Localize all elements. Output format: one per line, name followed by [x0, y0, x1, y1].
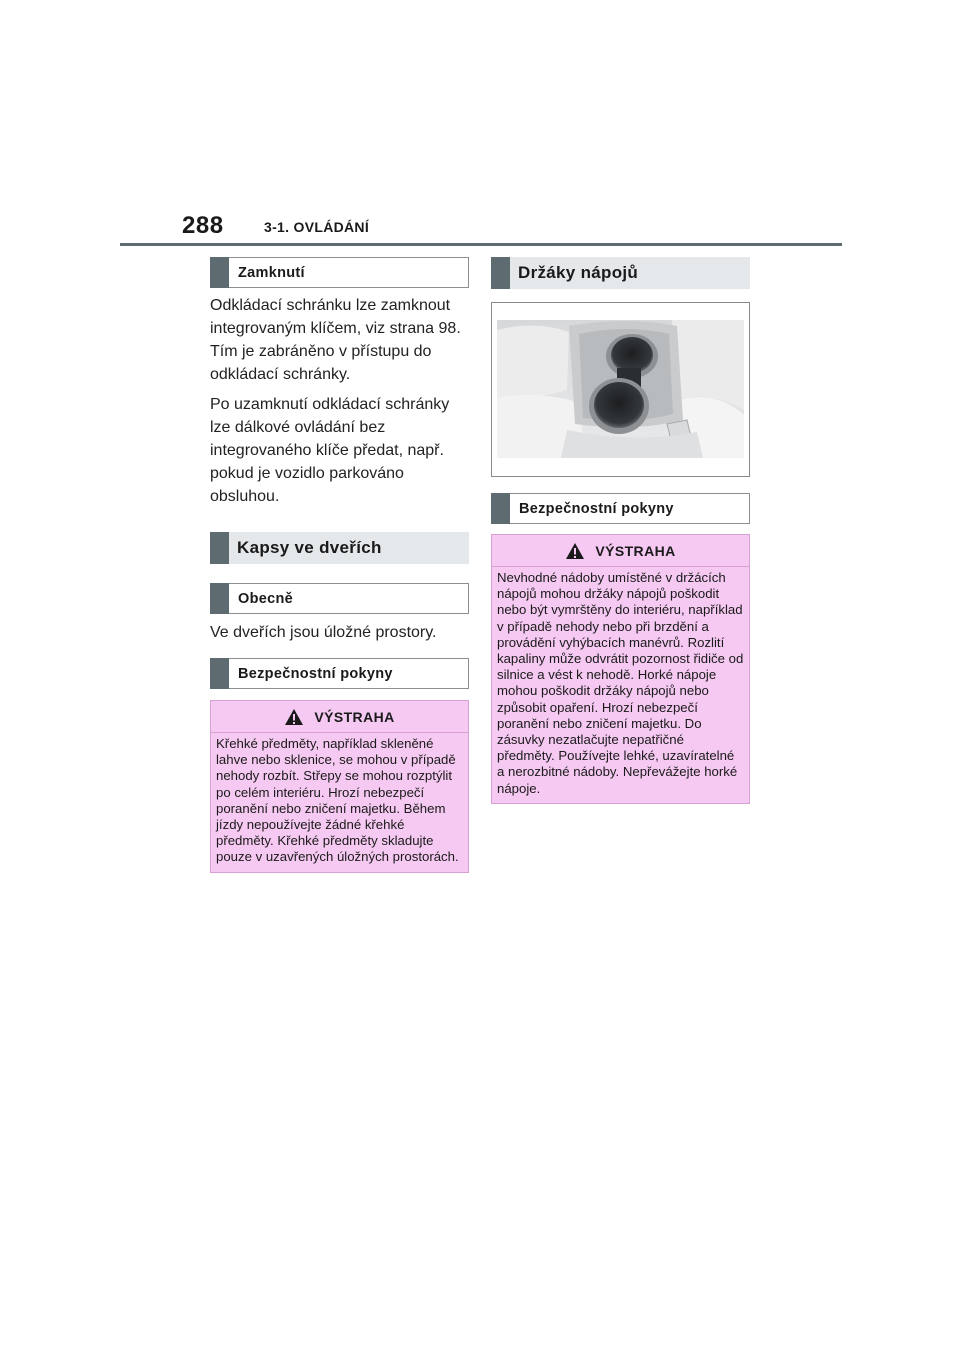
- warning-title: VÝSTRAHA: [314, 708, 395, 725]
- heading-drzaky-napoju: [491, 257, 750, 289]
- warning-text: Křehké předměty, například skleněné lahve nebo sklenice, se mohou v případě nehody rozbít. Střepy se mohou rozptýlit po celém interiéru. Hrozí nebezpečí poranění nebo zničení majetku. Během jízdy nepoužívejte žádné křehké předměty. Křehké předměty skladujte pouze v uzavřených úložných prostorách.: [216, 736, 459, 865]
- paragraph-zamknuti-1: Odkládací schránku lze zamknout integrovaným klíčem, viz strana 98. Tím je zabráněno v přístupu do odkládací schránky.: [210, 297, 461, 383]
- header-rule: [120, 243, 842, 246]
- heading-label: Bezpečnostní pokyny: [519, 500, 674, 517]
- heading-label: Obecně: [238, 590, 293, 607]
- heading-accent-bar: [210, 583, 229, 614]
- page-number: 288: [182, 212, 224, 239]
- warning-header: [492, 535, 749, 567]
- heading-bezpecnostni-pokyny: [210, 658, 469, 689]
- heading-kapsy-ve-dverich: [210, 532, 469, 564]
- paragraph-zamknuti-2: Po uzamknutí odkládací schránky lze dálkové ovládání bez integrovaného klíče předat, např. pokud je vozidlo parkováno obsluhou.: [210, 396, 450, 505]
- heading-label: Kapsy ve dveřích: [237, 538, 382, 557]
- paragraph-obecne: Ve dveřích jsou úložné prostory.: [210, 624, 437, 641]
- left-column: [210, 257, 469, 873]
- warning-box: [491, 534, 750, 804]
- warning-header: [211, 701, 468, 733]
- heading-accent-bar: [491, 493, 510, 524]
- heading-accent-bar: [210, 257, 229, 288]
- cup-holder-figure: [491, 302, 750, 477]
- warning-triangle-icon: [284, 708, 304, 726]
- warning-triangle-icon: [565, 542, 585, 560]
- heading-accent-bar: [491, 257, 510, 289]
- heading-label: Držáky nápojů: [518, 263, 639, 282]
- heading-accent-bar: [210, 532, 229, 564]
- heading-label: Bezpečnostní pokyny: [238, 665, 393, 682]
- heading-label: Zamknutí: [238, 264, 305, 281]
- warning-box: [210, 700, 469, 873]
- heading-bezpecnostni-pokyny: [491, 493, 750, 524]
- section-title: 3-1. OVLÁDÁNÍ: [264, 219, 370, 235]
- right-column: [491, 257, 750, 804]
- heading-zamknuti: [210, 257, 469, 288]
- warning-title: VÝSTRAHA: [595, 542, 676, 559]
- warning-text: Nevhodné nádoby umístěné v držácích nápojů mohou držáky nápojů poškodit nebo být vymrštěny do interiéru, například v případě nehody nebo při brzdění a provádění vyhýbacích manévrů. Rozlití kapaliny může odvrátit pozornost řidiče od silnice a vést k nehodě. Horké nápoje mohou poškodit držáky nápojů nebo způsobit opaření. Hrozí nebezpečí poranění nebo zničení majetku. Do zásuvky nezatlačujte nepatřičné předměty. Používejte lehké, uzavíratelné a nerozbitné nádoby. Nepřevážejte horké nápoje.: [497, 570, 744, 796]
- heading-accent-bar: [210, 658, 229, 689]
- warning-body: [492, 567, 749, 803]
- warning-body: [211, 733, 468, 872]
- heading-obecne: [210, 583, 469, 614]
- cup-holder-illustration: [497, 320, 744, 458]
